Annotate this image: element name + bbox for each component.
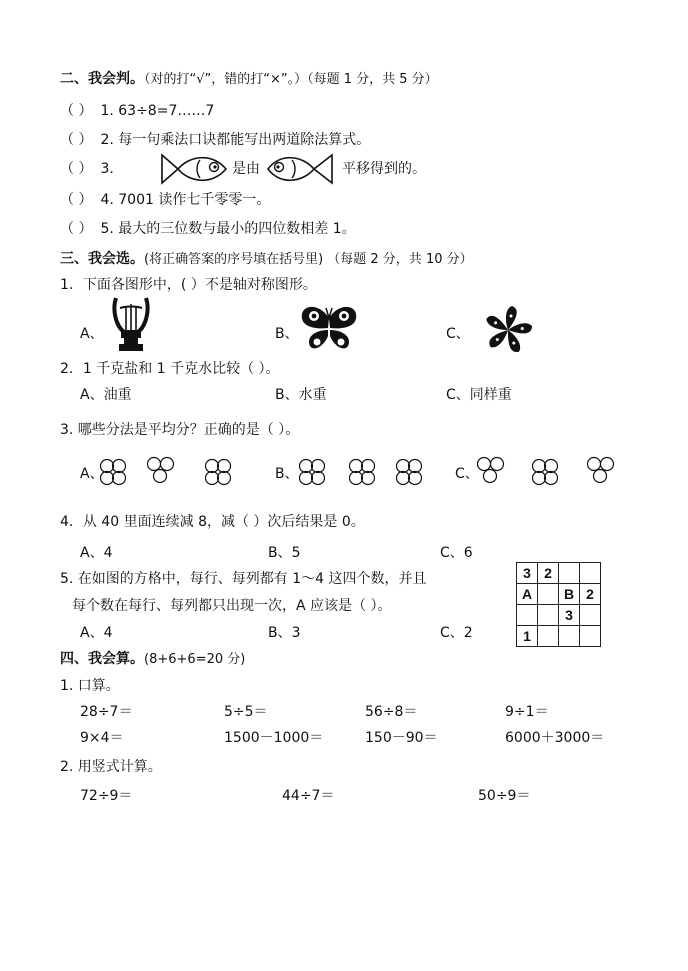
q5-option-c[interactable]: C、2 [440, 625, 473, 641]
q5-option-a[interactable]: A、4 [80, 625, 113, 641]
grid-cell: 2 [580, 584, 601, 605]
number-grid [516, 562, 601, 647]
vertical-problem: 72÷9＝ [80, 788, 133, 804]
oral-problem: 150－90＝ [365, 730, 438, 746]
q2-option-c[interactable]: C、同样重 [446, 387, 512, 403]
section-2-title: 二、我会判。 [60, 71, 144, 87]
grid-cell [580, 626, 601, 647]
oral-problem: 56÷8＝ [365, 704, 418, 720]
oral-problem: 1500－1000＝ [224, 730, 324, 746]
section-4-title: 四、我会算。 [60, 651, 144, 667]
grid-cell [538, 584, 559, 605]
grid-cell: B [559, 584, 580, 605]
judge-item-2: （ ） 2. 每一句乘法口诀都能写出两道除法算式。 [60, 132, 371, 148]
sub-heading-vertical: 2. 用竖式计算。 [60, 759, 162, 775]
oral-problem: 5÷5＝ [224, 704, 268, 720]
vertical-problem: 50÷9＝ [478, 788, 531, 804]
q3-option-b[interactable]: B、 [275, 466, 299, 482]
grid-cell [559, 563, 580, 584]
section-3-note: (将正确答案的序号填在括号里) （每题 2 分，共 10 分） [144, 252, 473, 267]
judge-item-5: （ ） 5. 最大的三位数与最小的四位数相差 1。 [60, 221, 356, 237]
q5-line-2: 每个数在每行、每列都只出现一次，A 应该是（ ）。 [72, 598, 392, 614]
grid-cell: A [517, 584, 538, 605]
grid-cell: 3 [517, 563, 538, 584]
judge-item-3: （ ） 3. [60, 161, 114, 177]
q3-option-a[interactable]: A、 [80, 466, 104, 482]
grid-cell: 2 [538, 563, 559, 584]
oral-problem: 9×4＝ [80, 730, 124, 746]
oral-problem: 9÷1＝ [505, 704, 549, 720]
grid-cell [580, 605, 601, 626]
q1-stem: 1．下面各图形中，( ）不是轴对称图形。 [60, 277, 317, 293]
q1-option-b[interactable]: B、 [275, 326, 299, 342]
section-2-note: （对的打“√”，错的打“×”。）（每题 1 分，共 5 分） [144, 72, 438, 87]
grid-cell: 3 [559, 605, 580, 626]
fish-text-mid: 是由 [232, 161, 260, 177]
sub-heading-oral: 1. 口算。 [60, 678, 120, 694]
answer-paren[interactable]: （ ） [60, 103, 93, 119]
q3-option-c[interactable]: C、 [455, 466, 479, 482]
q4-option-c[interactable]: C、6 [440, 545, 473, 561]
q4-option-a[interactable]: A、4 [80, 545, 113, 561]
oral-problem: 28÷7＝ [80, 704, 133, 720]
grid-cell [559, 626, 580, 647]
q5-option-b[interactable]: B、3 [268, 625, 301, 641]
q2-option-a[interactable]: A、油重 [80, 387, 132, 403]
judge-item-4: （ ） 4. 7001 读作七千零零一。 [60, 192, 271, 208]
q2-option-b[interactable]: B、水重 [275, 387, 327, 403]
grid-cell [580, 563, 601, 584]
section-3-title: 三、我会选。 [60, 251, 144, 267]
answer-paren[interactable]: （ ） [60, 192, 93, 208]
q2-stem: 2．1 千克盐和 1 千克水比较（ ）。 [60, 361, 280, 377]
answer-paren[interactable]: （ ） [60, 221, 93, 237]
vertical-problem: 44÷7＝ [282, 788, 335, 804]
q4-stem: 4．从 40 里面连续减 8，减（ ）次后结果是 0。 [60, 514, 365, 530]
q1-option-a[interactable]: A、 [80, 326, 104, 342]
q4-option-b[interactable]: B、5 [268, 545, 301, 561]
answer-paren[interactable]: （ ） [60, 161, 93, 177]
q5-line-1: 5. 在如图的方格中，每行、每列都有 1～4 这四个数，并且 [60, 571, 427, 587]
grid-cell [538, 605, 559, 626]
answer-paren[interactable]: （ ） [60, 132, 93, 148]
grid-cell: 1 [517, 626, 538, 647]
section-4-note: (8+6+6=20 分) [144, 652, 246, 667]
grid-cell [517, 605, 538, 626]
fish-text-end: 平移得到的。 [342, 161, 426, 177]
q1-option-c[interactable]: C、 [446, 326, 470, 342]
grid-cell [538, 626, 559, 647]
judge-item-1: （ ） 1. 63÷8=7……7 [60, 103, 215, 119]
oral-problem: 6000＋3000＝ [505, 730, 605, 746]
q3-stem: 3. 哪些分法是平均分？正确的是（ ）。 [60, 422, 300, 438]
